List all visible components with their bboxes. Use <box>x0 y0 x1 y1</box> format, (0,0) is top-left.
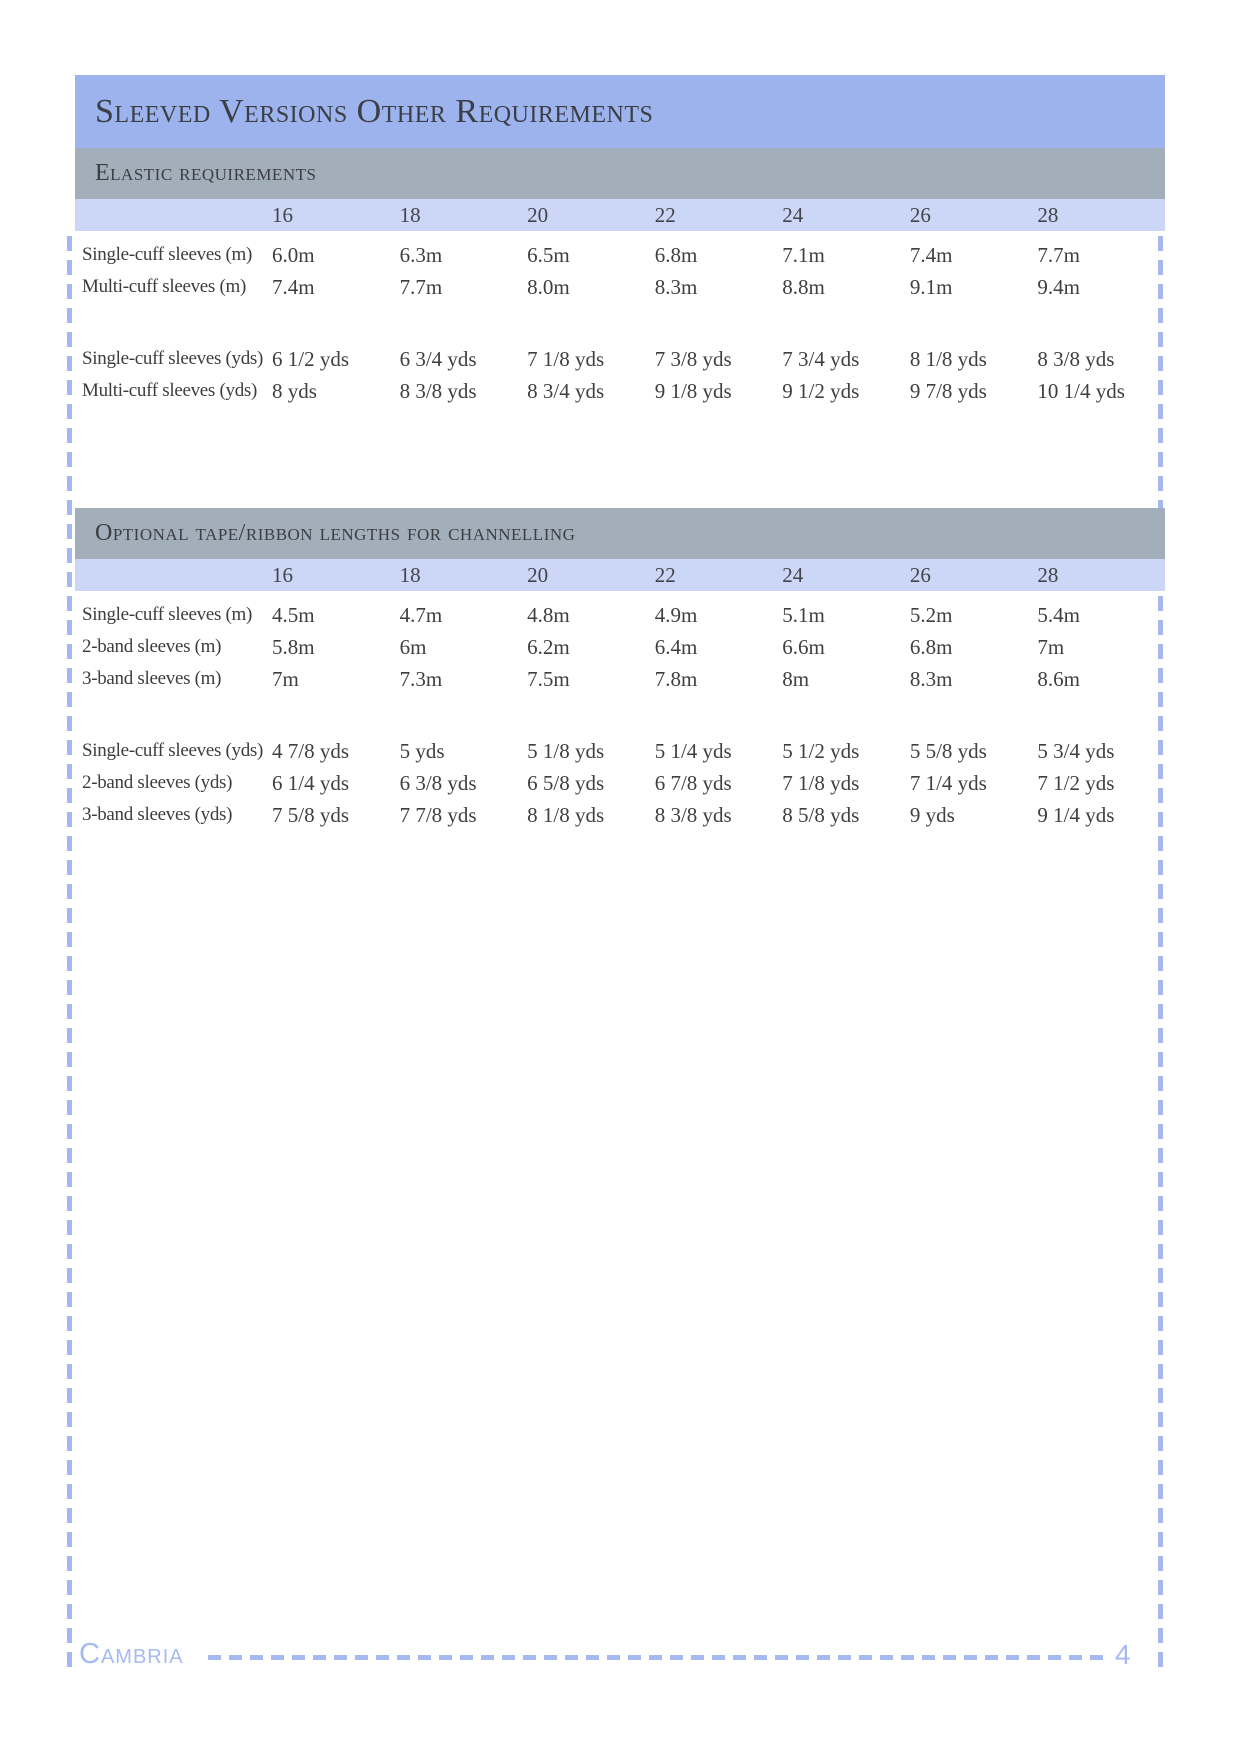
value-cell: 5 5/8 yds <box>909 738 987 763</box>
value-cell: 8 5/8 yds <box>782 802 860 827</box>
value-cell: 8.0m <box>527 274 570 299</box>
row-label: Single-cuff sleeves (yds) <box>82 348 264 369</box>
size-header-cell: 20 <box>527 562 549 587</box>
value-cell: 8.6m <box>1037 666 1081 691</box>
value-cell: 4.9m <box>654 602 698 627</box>
value-cell: 5.2m <box>909 602 953 627</box>
value-cell: 9 1/2 yds <box>782 378 860 403</box>
value-cell: 7.4m <box>272 274 315 299</box>
value-cell: 6 1/2 yds <box>272 346 350 371</box>
value-cell: 8 1/8 yds <box>909 346 987 371</box>
value-cell: 4.8m <box>527 602 570 627</box>
row-label: 3-band sleeves (yds) <box>82 804 233 825</box>
value-cell: 6 3/8 yds <box>399 770 477 795</box>
size-header-cell: 28 <box>1037 562 1059 587</box>
size-header-cell: 20 <box>527 202 549 227</box>
value-cell: 8.3m <box>909 666 953 691</box>
value-cell: 7.1m <box>782 242 825 267</box>
value-cell: 8 yds <box>272 378 317 403</box>
value-cell: 7 3/8 yds <box>654 346 732 371</box>
size-header-cell: 16 <box>272 562 293 587</box>
value-cell: 6m <box>399 634 427 659</box>
footer-dashed-line <box>208 1655 1105 1660</box>
value-cell: 5 1/4 yds <box>654 738 732 763</box>
value-cell: 6.8m <box>909 634 953 659</box>
value-cell: 5 1/2 yds <box>782 738 860 763</box>
value-cell: 9 1/4 yds <box>1037 802 1115 827</box>
value-cell: 8 3/8 yds <box>1037 346 1115 371</box>
row-label: 2-band sleeves (yds) <box>82 772 233 793</box>
value-cell: 6.3m <box>399 242 443 267</box>
value-cell: 7.3m <box>399 666 443 691</box>
value-cell: 7 5/8 yds <box>272 802 350 827</box>
size-header-cell: 22 <box>654 202 676 227</box>
section-elastic-requirements <box>75 148 1165 407</box>
value-cell: 5.8m <box>272 634 315 659</box>
value-cell: 6.6m <box>782 634 825 659</box>
value-cell: 6.8m <box>654 242 698 267</box>
row-label: Multi-cuff sleeves (yds) <box>82 380 258 401</box>
value-cell: 8.8m <box>782 274 825 299</box>
page-title: Sleeved Versions Other Requirements <box>95 92 654 130</box>
value-cell: 10 1/4 yds <box>1037 378 1125 403</box>
row-label: 2-band sleeves (m) <box>82 636 222 657</box>
value-cell: 7 1/8 yds <box>782 770 860 795</box>
value-cell: 7.7m <box>1037 242 1081 267</box>
value-cell: 7 3/4 yds <box>782 346 860 371</box>
size-header-row <box>75 199 1165 231</box>
value-cell: 8m <box>782 666 810 691</box>
size-header-cell: 16 <box>272 202 293 227</box>
value-cell: 7m <box>272 666 299 691</box>
value-cell: 6 1/4 yds <box>272 770 350 795</box>
value-cell: 4.5m <box>272 602 315 627</box>
section-tape-ribbon-lengths <box>75 508 1165 831</box>
right-dashed-guide <box>1158 236 1163 1668</box>
footer-brand: Cambria <box>79 1638 184 1670</box>
size-header-cell: 24 <box>782 202 804 227</box>
value-cell: 8.3m <box>654 274 698 299</box>
value-cell: 8 3/8 yds <box>399 378 477 403</box>
value-cell: 9.1m <box>909 274 953 299</box>
value-cell: 7 7/8 yds <box>399 802 477 827</box>
value-cell: 6 3/4 yds <box>399 346 477 371</box>
value-cell: 4 7/8 yds <box>272 738 350 763</box>
value-cell: 6.5m <box>527 242 570 267</box>
value-cell: 6.0m <box>272 242 315 267</box>
value-cell: 5 1/8 yds <box>527 738 605 763</box>
value-cell: 8 3/8 yds <box>654 802 732 827</box>
section-heading: Optional tape/ribbon lengths for channelling <box>75 508 1165 559</box>
value-cell: 7.5m <box>527 666 570 691</box>
value-cell: 6.4m <box>654 634 698 659</box>
value-cell: 7 1/2 yds <box>1037 770 1115 795</box>
value-cell: 5 3/4 yds <box>1037 738 1115 763</box>
value-cell: 8 3/4 yds <box>527 378 605 403</box>
value-cell: 7m <box>1037 634 1065 659</box>
left-dashed-guide <box>67 236 72 1668</box>
value-cell: 4.7m <box>399 602 443 627</box>
value-cell: 9 7/8 yds <box>909 378 987 403</box>
footer-page-number: 4 <box>1115 1639 1131 1670</box>
size-header-cell: 24 <box>782 562 804 587</box>
size-header-cell: 22 <box>654 562 676 587</box>
value-cell: 7.7m <box>399 274 443 299</box>
value-cell: 5.4m <box>1037 602 1081 627</box>
value-cell: 7.8m <box>654 666 698 691</box>
table-group <box>75 239 1165 303</box>
size-header-cell: 18 <box>399 562 421 587</box>
value-cell: 9 1/8 yds <box>654 378 732 403</box>
value-cell: 6 7/8 yds <box>654 770 732 795</box>
table-group <box>75 735 1165 831</box>
size-header-cell: 18 <box>399 202 421 227</box>
section-heading: Elastic requirements <box>75 148 1165 199</box>
table-group <box>75 343 1165 407</box>
value-cell: 8 1/8 yds <box>527 802 605 827</box>
size-header-cell: 26 <box>909 202 931 227</box>
value-cell: 9.4m <box>1037 274 1081 299</box>
value-cell: 5 yds <box>399 738 445 763</box>
value-cell: 5.1m <box>782 602 825 627</box>
row-label: 3-band sleeves (m) <box>82 668 222 689</box>
page-title-band <box>75 75 1165 148</box>
table-group <box>75 599 1165 695</box>
row-label: Single-cuff sleeves (m) <box>82 604 253 625</box>
row-label: Multi-cuff sleeves (m) <box>82 276 247 297</box>
value-cell: 7.4m <box>909 242 953 267</box>
value-cell: 6 5/8 yds <box>527 770 605 795</box>
size-header-cell: 28 <box>1037 202 1059 227</box>
value-cell: 7 1/8 yds <box>527 346 605 371</box>
row-label: Single-cuff sleeves (yds) <box>82 740 264 761</box>
size-header-row <box>75 559 1165 591</box>
value-cell: 7 1/4 yds <box>909 770 987 795</box>
value-cell: 6.2m <box>527 634 570 659</box>
value-cell: 9 yds <box>909 802 955 827</box>
row-label: Single-cuff sleeves (m) <box>82 244 253 265</box>
size-header-cell: 26 <box>909 562 931 587</box>
